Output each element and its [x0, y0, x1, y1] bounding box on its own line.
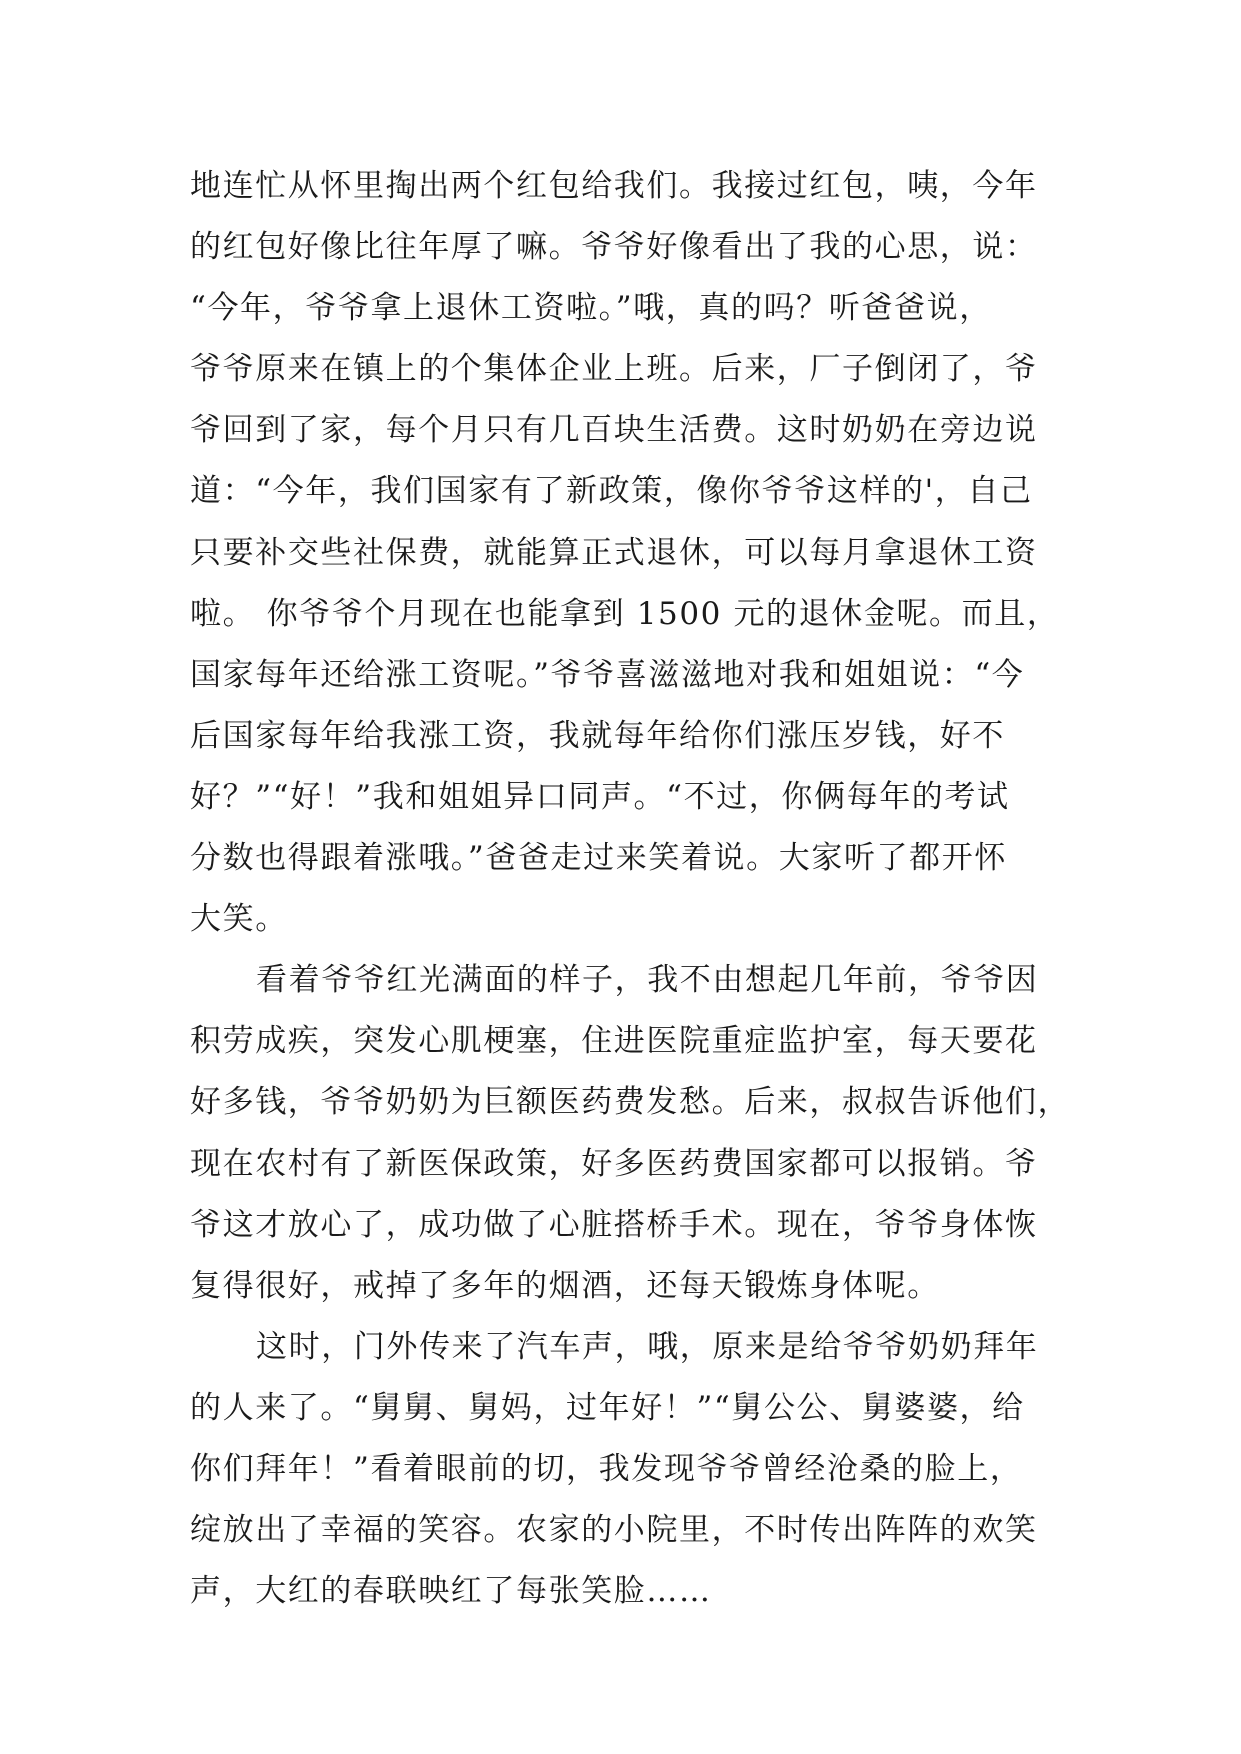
text-line: 声，大红的春联映红了每张笑脸……: [190, 1573, 712, 1610]
text-line: 的人来了。“舅舅、舅妈，过年好！”“舅公公、舅婆婆，给: [190, 1389, 1025, 1426]
text-line: 只要补交些社保费，就能算正式退休，可以每月拿退休工资: [190, 534, 1038, 571]
text-line: 你们拜年！”看着眼前的切，我发现爷爷曾经沧桑的脸上，: [190, 1450, 1023, 1487]
text-line: 道：“今年，我们国家有了新政策，像你爷爷这样的'，自己: [190, 473, 1033, 510]
paragraph-first-line: 看着爷爷红光满面的样子，我不由想起几年前，爷爷因: [256, 962, 1039, 999]
text-line: 好多钱，爷爷奶奶为巨额医药费发愁。后来，叔叔告诉他们，: [190, 1084, 1071, 1121]
text-line: 大笑。: [190, 901, 288, 938]
text-line: 地连忙从怀里掏出两个红包给我们。我接过红包，咦，今年: [190, 168, 1038, 204]
text-line: 现在农村有了新医保政策，好多医药费国家都可以报销。爷: [190, 1145, 1038, 1182]
text-line: 后国家每年给我涨工资，我就每年给你们涨压岁钱，好不: [190, 717, 1005, 754]
text-line: “今年，爷爷拿上退休工资啦。”哦，真的吗？听爸爸说，: [190, 290, 992, 327]
text-line: 爷这才放心了，成功做了心脏搭桥手术。现在，爷爷身体恢: [190, 1206, 1038, 1243]
text-line: 的红包好像比往年厚了嘛。爷爷好像看出了我的心思，说：: [190, 229, 1038, 266]
text-line: 好？”“好！”我和姐姐异口同声。“不过，你俩每年的考试: [190, 778, 1010, 815]
body-text: [190, 156, 1071, 1622]
text-line: 啦。 你爷爷个月现在也能拿到 1500 元的退休金呢。而且，: [190, 595, 1060, 632]
text-line: 分数也得跟着涨哦。”爸爸走过来笑着说。大家听了都开怀: [190, 840, 1007, 877]
text-line: 国家每年还给涨工资呢。”爷爷喜滋滋地对我和姐姐说：“今: [190, 656, 1025, 693]
text-line: 绽放出了幸福的笑容。农家的小院里，不时传出阵阵的欢笑: [190, 1512, 1038, 1549]
text-line: 复得很好，戒掉了多年的烟酒，还每天锻炼身体呢。: [190, 1267, 940, 1304]
paragraph-first-line: 这时，门外传来了汽车声，哦，原来是给爷爷奶奶拜年: [256, 1328, 1039, 1365]
text-line: 积劳成疾，突发心肌梗塞，住进医院重症监护室，每天要花: [190, 1023, 1038, 1060]
text-line: 爷回到了家，每个月只有几百块生活费。这时奶奶在旁边说: [190, 412, 1038, 449]
text-line: 爷爷原来在镇上的个集体企业上班。后来，厂子倒闭了，爷: [190, 351, 1038, 388]
